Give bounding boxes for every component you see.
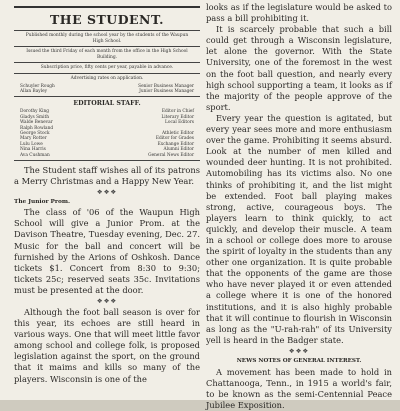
staff-role: Athletic Editor bbox=[162, 131, 194, 136]
football-continued: looks as if the legislature would be asked to pass a bill prohibiting it. bbox=[206, 2, 392, 24]
prom-article: The class of '06 of the Waupun High School will give a Junior Prom. at the Davison Theatre, Tuesday evening, Dec. 27. Music for the ball and concert will be furnished by the Arions of Oshkosh. Dance tickets $1. Concert from 8:30 to 9:30; tickets 25c; reserved seats 35c. Invitations must be presented at the door. bbox=[14, 207, 200, 295]
subscription-notice: Subscription price, fifty cents per year, payable in advance. bbox=[40, 65, 174, 71]
manager-name: Allan Bayley bbox=[20, 88, 48, 94]
news-notes-heading: NEWS NOTES OF GENERAL INTEREST. bbox=[236, 357, 362, 364]
manager-row bbox=[14, 89, 200, 96]
football-article: Although the foot ball season is over for this year, its echoes are still heard in various ways. One that will meet little favor among school and college folk, is proposed legislation against the sport, on the ground that it maims and kills so many of the players. Wisconsin is one of the bbox=[14, 306, 200, 384]
manager-name: Schuyler Rough bbox=[20, 83, 55, 89]
prom-heading: The Junior Prom. bbox=[14, 199, 70, 206]
staff-role: Editor in Chief bbox=[161, 109, 194, 115]
manager-role: Senior Business Manager bbox=[138, 83, 194, 89]
staff-name: George Stock bbox=[20, 131, 50, 136]
issue-notice: Issued the third Friday of each month from the office in the High School Building. bbox=[26, 49, 188, 60]
staff-name: Gladys Smith bbox=[20, 114, 50, 120]
ornament-divider: ❖❖❖ bbox=[96, 296, 118, 305]
ornament-divider: ❖❖❖ bbox=[288, 346, 310, 355]
manager-role: Junior Business Manager bbox=[139, 88, 194, 94]
advertising-notice: Advertising rates on application. bbox=[70, 75, 144, 81]
staff-name: Ava Cushman bbox=[20, 152, 50, 158]
staff-name: Lulu Lowe bbox=[20, 141, 43, 147]
staff-role: Local Editors bbox=[165, 120, 194, 126]
staff-name: Nina Harris bbox=[20, 147, 46, 153]
football-scarcely: It is scarcely probable that such a bill could get through a Wisconsin legislature, let alone the governor. With the State University, one of the foremost in the west on the foot ball question, and nearly every high school supporting a team, it looks as if the majority of the people approve of the sport. bbox=[206, 24, 392, 112]
news-article: A movement has been made to hold in Chattanooga, Tenn., in 1915 a world's fair, to be known as the semi-Centennial Peace Jubilee Exposition. bbox=[206, 366, 392, 411]
divider bbox=[14, 160, 200, 161]
staff-name: Walde Benevar bbox=[20, 120, 53, 126]
editorial-staff bbox=[14, 97, 200, 160]
masthead-title: THE STUDENT. bbox=[49, 12, 165, 27]
staff-row bbox=[14, 153, 200, 158]
staff-role: General News Editor bbox=[148, 152, 194, 158]
staff-name: Mary Rotter bbox=[20, 136, 47, 142]
staff-name: Dorothy King bbox=[20, 109, 50, 115]
staff-role: Exchange Editor bbox=[157, 141, 194, 147]
staff-role: Literary Editor bbox=[161, 114, 194, 120]
staff-name: Ralph Rowland bbox=[20, 125, 54, 131]
holiday-greeting: The Student staff wishes all of its patrons a Merry Christmas and a Happy New Year. bbox=[14, 165, 200, 187]
staff-role: Editor for Grades bbox=[155, 136, 194, 142]
right-column bbox=[206, 2, 392, 411]
football-every-year: Every year the question is agitated, but every year sees more and more enthusiasm over the game. Prohibiting it seems absurd. Look at the number of men killed and wounded deer hunting. It is not prohibited. Automobiling has its victims also. No one thinks of prohibiting it, and the list might be extended. Foot ball playing makes strong, active, courageous boys. The players learn to think quickly, to act quickly, and develop their muscle. A team in a school or college does more to arouse the spirit of loyalty in the students than any other one organization. It is quite probable that the opponents of the game are those who have never played it or even attended a college where it is one of the honored institutions, and it is also highly probable that it will continue to flourish in Wisconsin as long as the "U-rah-rah" of its University yell is heard in the Badger state. bbox=[206, 112, 392, 345]
staff-role: Alumni Editor bbox=[163, 147, 194, 153]
ornament-divider: ❖❖❖ bbox=[96, 188, 118, 197]
left-column bbox=[14, 6, 200, 385]
published-notice: Published monthly during the school year by the students of the Waupun High School. bbox=[25, 33, 189, 44]
editorial-staff-title: EDITORIAL STAFF. bbox=[73, 100, 141, 108]
